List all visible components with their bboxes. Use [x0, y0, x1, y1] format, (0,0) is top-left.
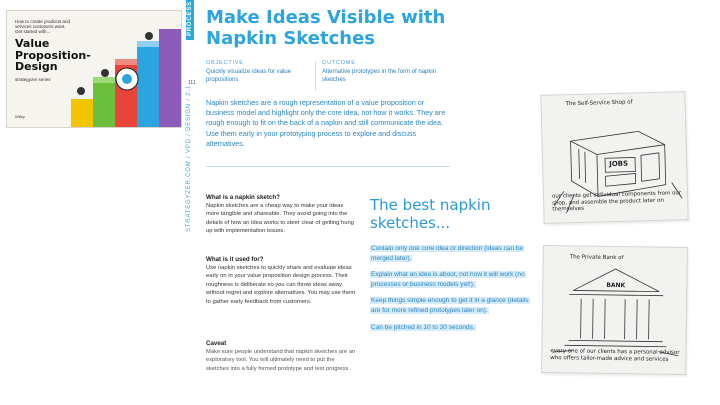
section-body: Use napkin sketches to quickly share and evaluate ideas early on in your value proposition design process. Their roughness is deliberate so you can throw ideas away without regret and explore alternatives. You may use them to gather early feedback from customers.: [206, 265, 356, 305]
cover-illustration: [67, 21, 182, 128]
tip-item: [370, 323, 530, 333]
napkin-title: The Self-Service Shop of: [565, 99, 633, 108]
outcome-text: Alternative prototypes in the form of napkin sketches: [322, 69, 437, 83]
outcome-label: OUTCOME: [322, 60, 356, 66]
tip-item: [370, 270, 530, 289]
napkin-sign: JOBS: [609, 159, 629, 169]
tip-item: [370, 244, 530, 263]
best-sketches-list: [370, 244, 530, 339]
section-heading: What is a napkin sketch?: [206, 194, 280, 201]
section-divider: [206, 166, 450, 167]
section-heading: What is it used for?: [206, 256, 264, 263]
napkin-caption: every one of our clients has a personal advisor who offers tailor-made advice and services: [550, 348, 680, 363]
best-sketches-title: The best napkin sketches...: [370, 196, 491, 232]
column-divider: [315, 62, 316, 90]
page-number: 111: [188, 80, 196, 86]
section-heading: Caveat: [206, 340, 227, 347]
cover-publisher: Wiley: [15, 114, 25, 119]
section-body: Make sure people understand that napkin sketches are an exploratory tool. You will ultimately need to put the sketches into a fully formed prototype and test progress.: [206, 349, 356, 372]
intro-paragraph: Napkin sketches are a rough representation of a value proposition or business model and highlight only the core idea, not how it works. They are rough enough to fit on the back of a napkin and still communicate the idea. Use them early in your prototyping process to explore and discuss alternatives.: [206, 98, 446, 148]
napkin-sketch-bank: [541, 245, 688, 375]
page-title: Make Ideas Visible with Napkin Sketches: [206, 7, 446, 49]
cover-tagline: How to create products and services customers want. Get started with...: [15, 19, 71, 34]
section-body: Napkin sketches are a cheap way to make your ideas more tangible and shareable. They avoid going into the details of how an idea works to steer clear of getting hung up with implementation issues.: [206, 203, 354, 235]
site-label: STRATEGYZER.COM / VPD / DESIGN / 2.1: [186, 84, 192, 232]
book-cover: [6, 10, 182, 128]
tip-item: [370, 296, 530, 315]
cover-title: Value Proposition-Design: [15, 37, 91, 73]
napkin-caption: our clients get individual components from our shop, and assemble the product later on themselves: [551, 190, 682, 213]
objective-text: Quickly visualize ideas for value propositions: [206, 69, 292, 83]
napkin-sketch-shop: [540, 91, 688, 224]
section-caveat: [206, 340, 358, 373]
section-what-is: [206, 194, 358, 236]
tip-text: Contain only one core idea or direction (ideas can be merged later).: [371, 245, 524, 262]
tip-text: Explain what an idea is about, not how it will work (no processes or business models yet!).: [371, 271, 525, 288]
tip-text: Can be pitched in 10 to 30 seconds.: [371, 323, 475, 331]
objective-label: OBJECTIVE: [206, 60, 244, 66]
cover-series: strategyzer series: [15, 77, 51, 82]
process-tab: PROCESS: [186, 0, 194, 40]
napkin-sign: BANK: [606, 281, 626, 290]
tip-text: Keep things simple enough to get it in a glance (details are for more refined prototypes later on).: [371, 297, 529, 314]
napkin-title: The Private Bank of: [569, 254, 624, 262]
section-used-for: [206, 256, 358, 306]
